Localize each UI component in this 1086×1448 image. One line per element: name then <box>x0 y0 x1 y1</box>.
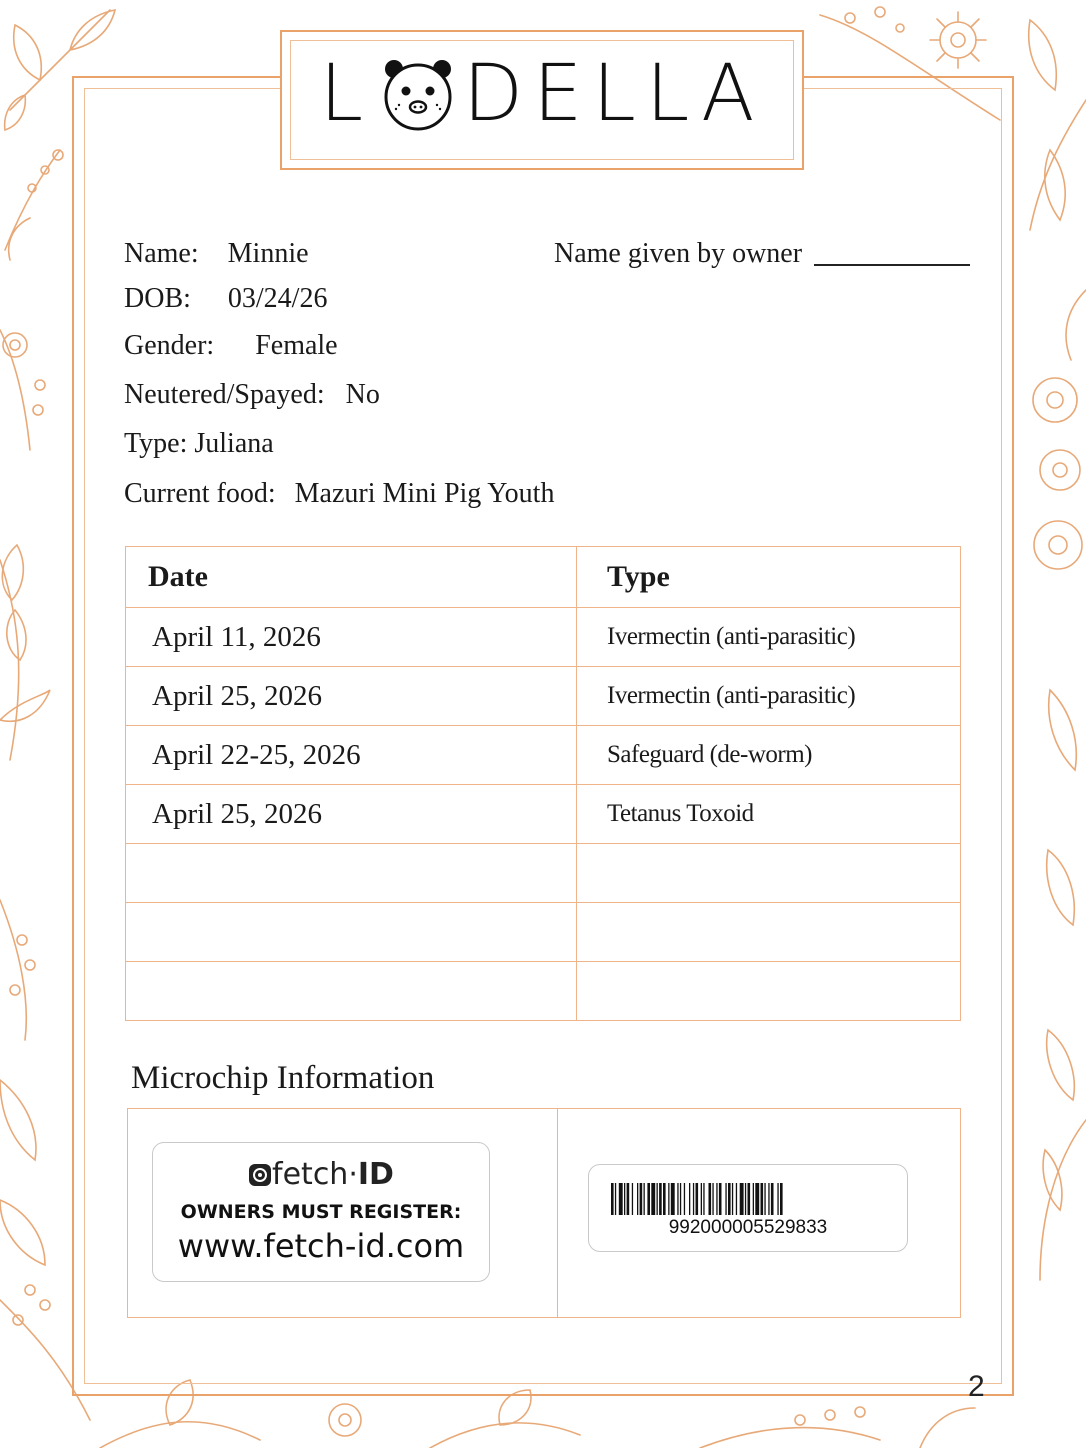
table-row <box>126 608 961 667</box>
header-type: Type <box>577 547 961 608</box>
food-row <box>124 478 554 510</box>
neutered-value: No <box>345 379 380 410</box>
row-type[interactable] <box>577 844 961 903</box>
row-type: Safeguard (de-worm) <box>577 726 961 785</box>
food-label: Current food: <box>124 478 276 509</box>
page-number: 2 <box>968 1370 985 1403</box>
owner-name-blank[interactable] <box>814 264 970 266</box>
name-row <box>124 238 309 270</box>
row-date[interactable] <box>126 962 577 1021</box>
fetch-id-sticker <box>152 1142 490 1282</box>
treatment-table <box>125 546 961 1021</box>
paw-icon <box>248 1163 272 1187</box>
row-date: April 11, 2026 <box>126 608 577 667</box>
owner-name-label: Name given by owner <box>554 238 803 269</box>
neutered-row <box>124 379 380 411</box>
barcode-sticker <box>588 1164 908 1252</box>
row-date[interactable] <box>126 903 577 962</box>
type-value: Juliana <box>194 428 274 459</box>
logo-banner <box>280 30 804 170</box>
microchip-divider <box>557 1108 558 1318</box>
row-type: Tetanus Toxoid <box>577 785 961 844</box>
row-date: April 25, 2026 <box>126 785 577 844</box>
type-row <box>124 428 274 460</box>
row-type[interactable] <box>577 962 961 1021</box>
dob-label: DOB: <box>124 283 191 314</box>
table-row <box>126 785 961 844</box>
name-label: Name: <box>124 238 199 269</box>
brand-logo <box>282 49 802 139</box>
table-row-empty <box>126 844 961 903</box>
table-header-row <box>126 547 961 608</box>
logo-suffix: DELLA <box>463 49 765 139</box>
table-row-empty <box>126 903 961 962</box>
neutered-label: Neutered/Spayed: <box>124 379 325 410</box>
table-row <box>126 726 961 785</box>
row-date: April 22-25, 2026 <box>126 726 577 785</box>
table-row-empty <box>126 962 961 1021</box>
logo-prefix: L <box>319 49 374 139</box>
chip-number: 992000005529833 <box>668 1217 828 1238</box>
barcode-icon <box>611 1183 887 1215</box>
row-date: April 25, 2026 <box>126 667 577 726</box>
fetch-brand-a: fetch <box>272 1157 349 1192</box>
pig-face-icon <box>379 55 457 133</box>
register-warning: OWNERS MUST REGISTER: <box>180 1201 462 1223</box>
gender-row <box>124 330 338 362</box>
row-type[interactable] <box>577 903 961 962</box>
gender-value: Female <box>255 330 338 361</box>
name-value: Minnie <box>227 238 309 269</box>
header-date: Date <box>126 547 577 608</box>
food-value: Mazuri Mini Pig Youth <box>294 478 555 509</box>
row-date[interactable] <box>126 844 577 903</box>
row-type: Ivermectin (anti-parasitic) <box>577 667 961 726</box>
row-type: Ivermectin (anti-parasitic) <box>577 608 961 667</box>
table-row <box>126 667 961 726</box>
type-label: Type: <box>124 428 188 459</box>
gender-label: Gender: <box>124 330 215 361</box>
microchip-title: Microchip Information <box>131 1060 435 1096</box>
dob-value: 03/24/26 <box>227 283 328 314</box>
dob-row <box>124 283 327 315</box>
fetch-brand-b: ID <box>357 1157 394 1192</box>
owner-name-field[interactable] <box>554 238 970 270</box>
fetch-url[interactable]: www.fetch-id.com <box>177 1227 465 1265</box>
fetch-id-logo: fetch·ID <box>153 1157 489 1192</box>
